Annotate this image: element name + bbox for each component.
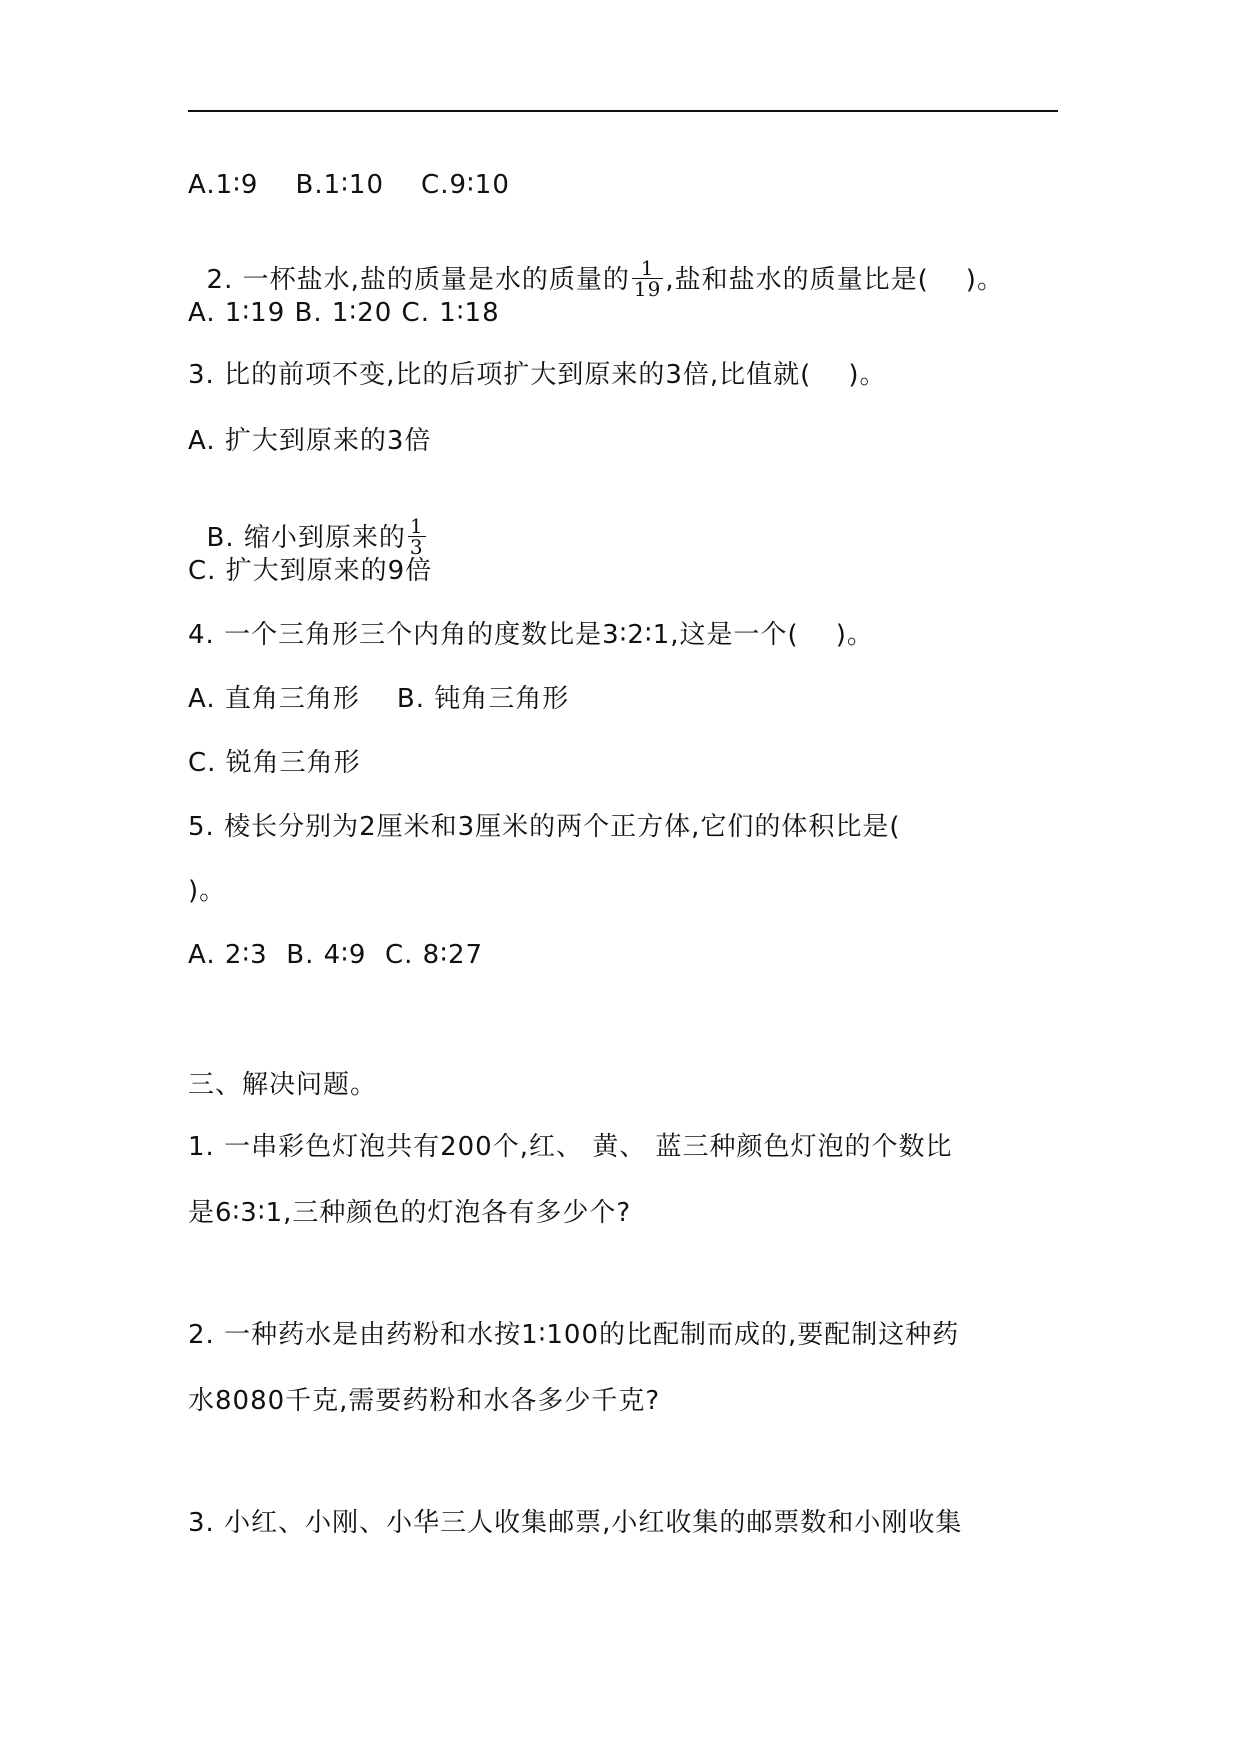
q2-stem — [188, 226, 1004, 301]
q2-fraction — [632, 258, 663, 299]
q5-stem-line1: 5. 棱长分别为2厘米和3厘米的两个正方体,它们的体积比是( — [188, 812, 901, 842]
q4-stem: 4. 一个三角形三个内角的度数比是3∶2∶1,这是一个( )。 — [188, 620, 874, 650]
problem1-line2: 是6∶3∶1,三种颜色的灯泡各有多少个? — [188, 1198, 632, 1228]
problem2-line2: 水8080千克,需要药粉和水各多少千克? — [188, 1386, 661, 1416]
q2-fraction-denominator: 19 — [633, 277, 662, 301]
q3-option-b — [188, 484, 428, 559]
q3-stem: 3. 比的前项不变,比的后项扩大到原来的3倍,比值就( )。 — [188, 360, 887, 390]
q4-options-ab: A. 直角三角形 B. 钝角三角形 — [188, 684, 570, 714]
problem2-line1: 2. 一种药水是由药粉和水按1∶100的比配制而成的,要配制这种药 — [188, 1320, 960, 1350]
q3-option-b-text: B. 缩小到原来的 — [206, 523, 406, 553]
q3-option-c: C. 扩大到原来的9倍 — [188, 556, 433, 586]
q5-stem-line2: )。 — [188, 876, 227, 906]
q5-options: A. 2∶3 B. 4∶9 C. 8∶27 — [188, 940, 484, 970]
header-rule — [188, 110, 1058, 112]
q4-option-c: C. 锐角三角形 — [188, 748, 361, 778]
q1-options: A.1∶9 B.1∶10 C.9∶10 — [188, 170, 510, 200]
q2-stem-before: 2. 一杯盐水,盐的质量是水的质量的 — [206, 265, 630, 295]
q2-fraction-numerator: 1 — [640, 256, 655, 280]
q3-option-b-fraction — [408, 516, 426, 557]
q3-option-a: A. 扩大到原来的3倍 — [188, 426, 432, 456]
q2-options: A. 1∶19 B. 1∶20 C. 1∶18 — [188, 298, 500, 328]
section3-heading: 三、解决问题。 — [188, 1070, 378, 1100]
q2-stem-after: ,盐和盐水的质量比是( )。 — [665, 265, 1004, 295]
problem3-line1: 3. 小红、小刚、小华三人收集邮票,小红收集的邮票数和小刚收集 — [188, 1508, 963, 1538]
q3-option-b-numerator: 1 — [409, 514, 424, 538]
problem1-line1: 1. 一串彩色灯泡共有200个,红、 黄、 蓝三种颜色灯泡的个数比 — [188, 1132, 953, 1162]
q3-option-b-denominator: 3 — [409, 535, 424, 559]
